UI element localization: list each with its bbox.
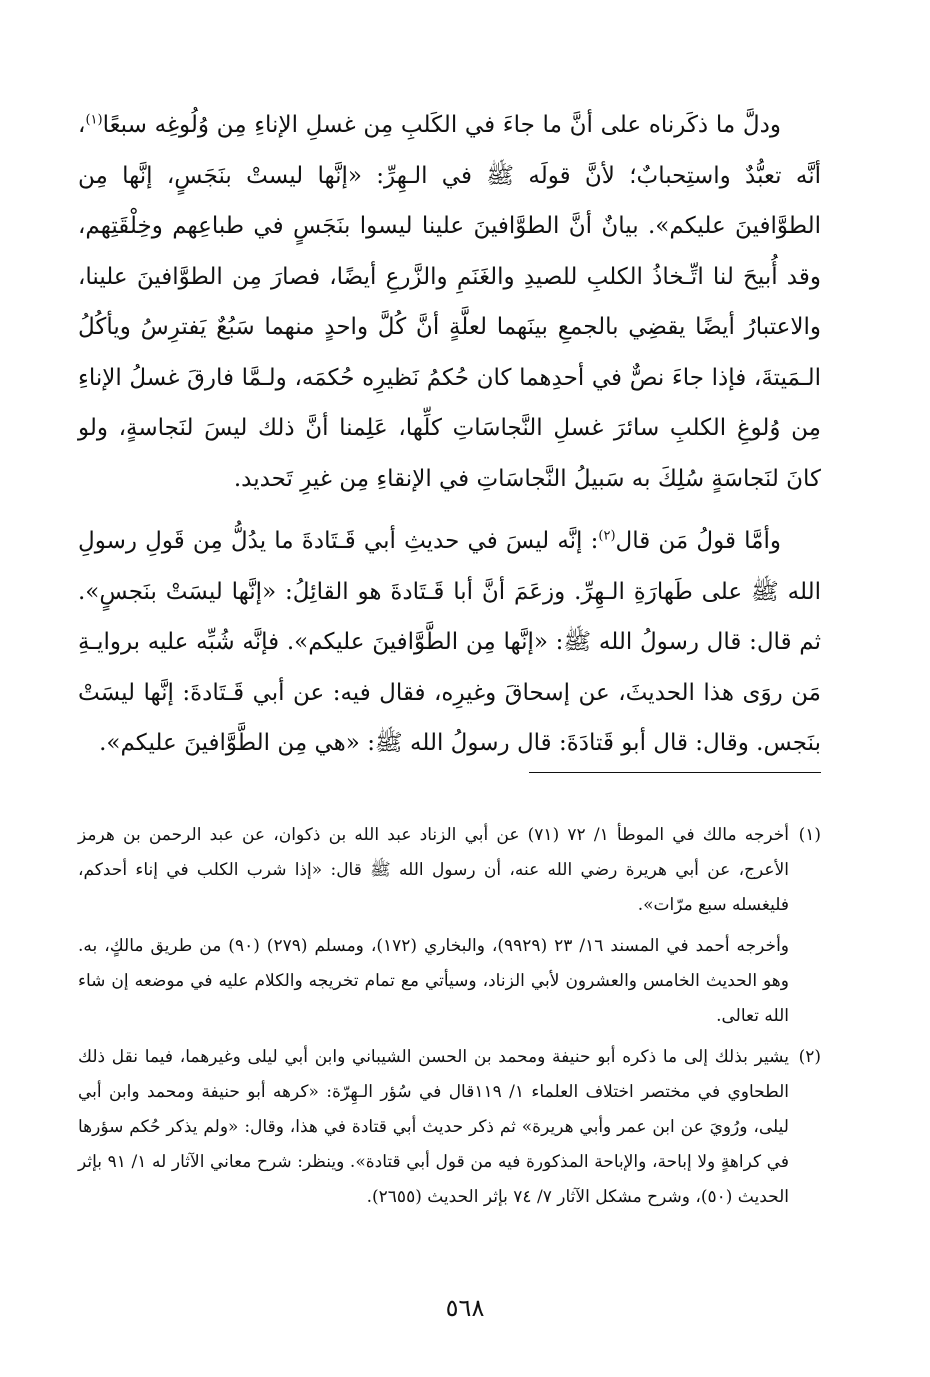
paragraph-2 (78, 516, 821, 769)
footnote-ref-1[interactable]: (١) (85, 112, 103, 128)
page-number: ٥٦٨ (445, 1294, 485, 1322)
footnote-2-text: يشير بذلك إلى ما ذكره أبو حنيفة ومحمد بن الحسن الشيباني وابن أبي ليلى وغيرهما، فيما نقل ذلك الطحاوي في مختصر اختلاف العلماء ١/ ١١٩قال في سُؤر الـهِرّة: «كرهه أبو حنيفة ومحمد وابن أبي ليلى، ورُويَ عن ابن عمر وأبي هريرة» ثم ذكر حديث أبي قتادة في هذا، وقال: «ولم يذكر حُكم سؤرها في كراهةٍ ولا إباحة، والإباحة المذكورة فيه من قول أبي قتادة». وينظر: شرح معاني الآثار له ١/ ٩١ بإثر الحديث (٥٠)، وشرح مشكل الآثار ٧/ ٧٤ بإثر الحديث (٢٦٥٥). (78, 1047, 789, 1207)
footnote-ref-2[interactable]: (٢) (598, 528, 616, 544)
footnote-1-number: (١) (798, 825, 821, 845)
paragraph-1 (78, 100, 821, 504)
footnote-1-extra-text: وأخرجه أحمد في المسند ١٦/ ٢٣ (٩٩٢٩)، والبخاري (١٧٢)، ومسلم (٢٧٩) (٩٠) من طريق مالكٍ، به. وهو الحديث الخامس والعشرون لأبي الزناد، وسيأتي مع تمام تخريجه والكلام عليه في موضعه إن شاء الله تعالى. (78, 936, 789, 1026)
paragraph-2-text-b: : إنَّه ليسَ في حديثِ أبي قَـتَادةَ ما يدُلُّ مِن قَولِ رسولِ الله ﷺ على طَهارَةِ الـهِرِّ. وزعَمَ أنَّ أبا قَـتَادةَ هو القائِلُ: «إنَّها ليسَتْ بنَجسٍ». ثم قال: قال رسولُ الله ﷺ: «إنَّها مِن الطَّوَّافينَ عليكم». فإنَّه شُبِّه عليه بروايـةِ مَن روَى هذا الحديثَ، عن إسحاقَ وغيرِه، فقال فيه: عن أبي قَـتَادةَ: إنَّها ليسَتْ بنَجس. وقال: قال أبو قَتادَةَ: قال رسولُ الله ﷺ: «هي مِن الطَّوَّافينَ عليكم». (78, 528, 821, 756)
footnote-1-continuation (78, 929, 821, 1034)
footnote-2 (78, 1040, 821, 1215)
paragraph-1-text: ودلَّ ما ذكَرناه على أنَّ ما جاءَ في الكَلبِ مِن غسلِ الإناءِ مِن وُلُوغِه سبعًا (102, 112, 781, 138)
footnote-1-text: أخرجه مالك في الموطأ ١/ ٧٢ (٧١) عن أبي الزناد عبد الله بن ذكوان، عن عبد الرحمن بن هرمز الأعرج، عن أبي هريرة رضي الله عنه، أن رسول الله ﷺ قال: «إذا شرب الكلب في إناء أحدكم، فليغسله سبع مرّات». (78, 825, 789, 915)
main-text-block (78, 100, 821, 769)
footnotes-block (78, 818, 821, 1221)
paragraph-2-text-a: وأمَّا قولُ مَن قال (615, 528, 782, 554)
footnote-separator (529, 772, 821, 773)
footnote-2-number: (٢) (798, 1047, 821, 1067)
paragraph-1-text-rest: ، أنَّه تعبُّدٌ واستِحبابٌ؛ لأنَّ قولَه ﷺ في الـهِرِّ: «إنَّها ليستْ بنَجَسٍ، إنَّها مِن الطوَّافينَ عليكم». بيانٌ أنَّ الطوَّافينَ علينا ليسوا بنَجَسٍ في طباعِهم وخِلْقَتِهم، وقد أُبيحَ لنا اتِّـخاذُ الكلبِ للصيدِ والغَنَمِ والزَّرعِ أيضًا، فصارَ مِن الطوَّافينَ علينا، والاعتبارُ أيضًا يقضِي بالجمعِ بينَهما لعلَّةٍ أنَّ كُلَّ واحدٍ منهما سَبُعٌ يَفترِسُ ويأكُلُ الـمَيتةَ، فإذا جاءَ نصٌّ في أحدِهما كان حُكمُ نَظيرِه حُكمَه، ولـمَّا فارقَ غسلُ الإناءِ مِن وُلوغِ الكلبِ سائرَ غسلِ النَّجاسَاتِ كلِّها، عَلِمنا أنَّ ذلك ليسَ لنَجاسةٍ، ولو كانَ لنَجاسَةٍ سُلِكَ به سَبيلُ النَّجاسَاتِ في الإنقاءِ مِن غيرِ تَحديد. (78, 112, 821, 492)
footnote-1 (78, 818, 821, 923)
